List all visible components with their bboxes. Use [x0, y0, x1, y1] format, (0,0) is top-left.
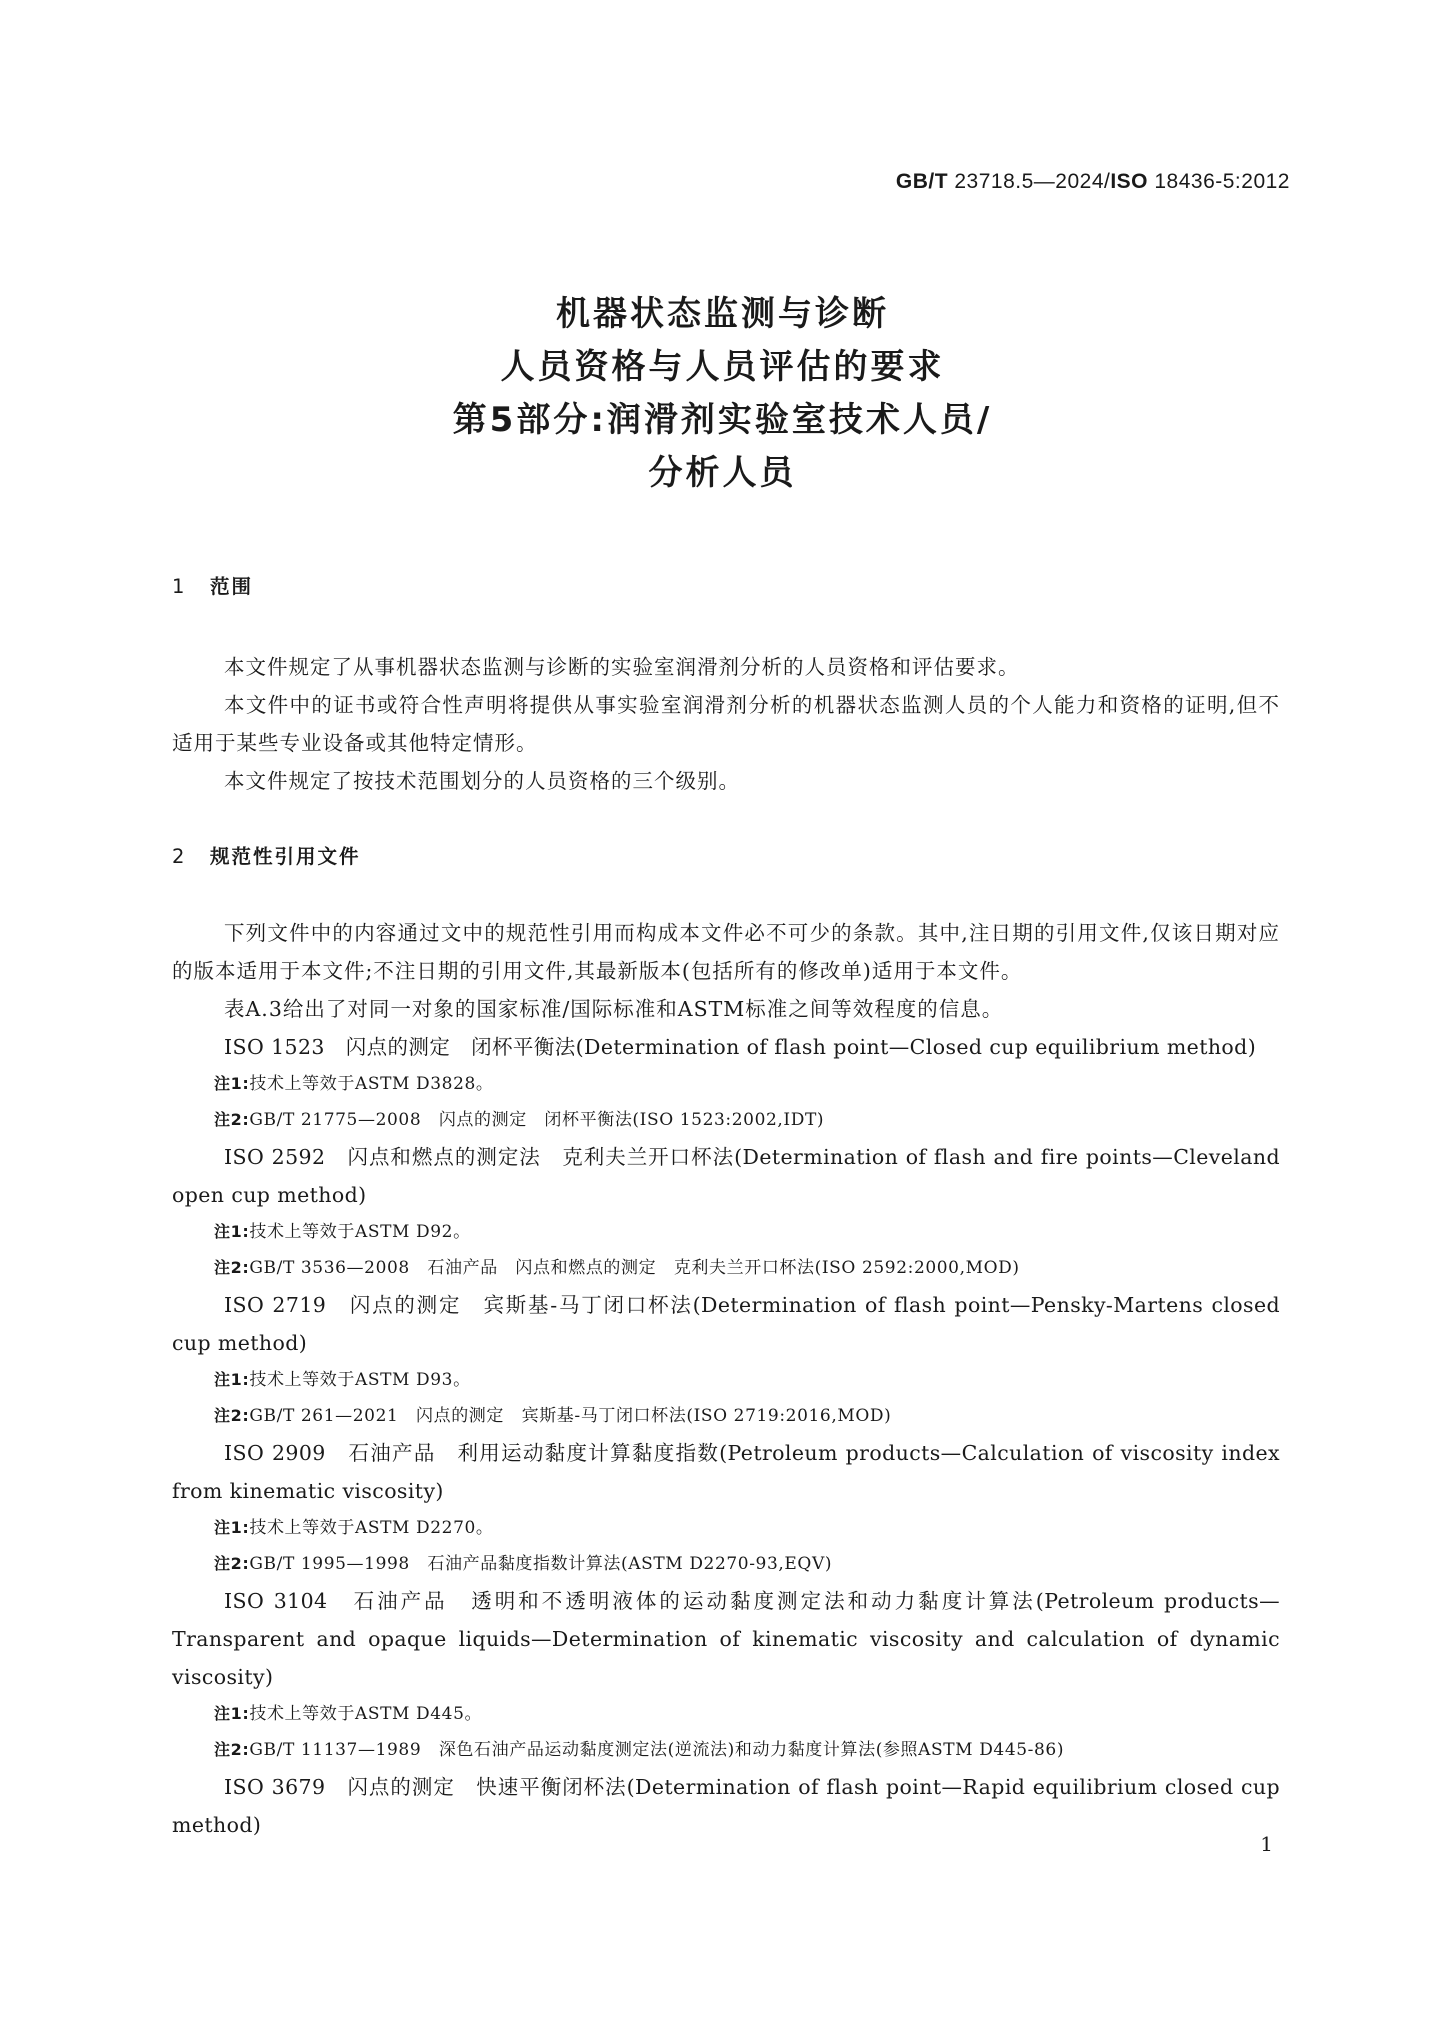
reference-note: 注2:GB/T 261—2021 闪点的测定 宾斯基-马丁闭口杯法(ISO 2719:2016,MOD) — [214, 1406, 892, 1426]
standard-code: GB/T 23718.5—2024/ISO 18436-5:2012 — [895, 170, 1290, 193]
reference-entry: ISO 3104 石油产品 透明和不透明液体的运动黏度测定法和动力黏度计算法(Petroleum products—Transparent and opaque liquids—Determination of kinematic viscosity and calculation of dynamic viscosity) — [172, 1589, 1280, 1689]
reference-note: 注2:GB/T 3536—2008 石油产品 闪点和燃点的测定 克利夫兰开口杯法(ISO 2592:2000,MOD) — [214, 1258, 1020, 1278]
title-line-1: 机器状态监测与诊断 — [556, 294, 889, 334]
page-number: 1 — [1260, 1832, 1273, 1856]
reference-entry: ISO 2592 闪点和燃点的测定法 克利夫兰开口杯法(Determination of flash and fire points—Cleveland open cup method) — [172, 1145, 1280, 1207]
title-line-2: 人员资格与人员评估的要求 — [500, 347, 945, 387]
title-line-3: 第5部分:润滑剂实验室技术人员/ — [452, 400, 993, 440]
reference-note: 注2:GB/T 11137—1989 深色石油产品运动黏度测定法(逆流法)和动力黏度计算法(参照ASTM D445-86) — [214, 1740, 1065, 1760]
scope-paragraph: 本文件中的证书或符合性声明将提供从事实验室润滑剂分析的机器状态监测人员的个人能力和资格的证明,但不适用于某些专业设备或其他特定情形。 — [172, 693, 1280, 755]
normative-paragraph: 下列文件中的内容通过文中的规范性引用而构成本文件必不可少的条款。其中,注日期的引用文件,仅该日期对应的版本适用于本文件;不注日期的引用文件,其最新版本(包括所有的修改单)适用于本文件。 — [172, 921, 1280, 983]
reference-note: 注1:技术上等效于ASTM D92。 — [214, 1222, 471, 1242]
reference-note: 注1:技术上等效于ASTM D2270。 — [214, 1518, 494, 1538]
scope-paragraph: 本文件规定了按技术范围划分的人员资格的三个级别。 — [224, 769, 740, 793]
section-heading-normative-references: 2 规范性引用文件 — [172, 845, 361, 868]
reference-entry: ISO 2909 石油产品 利用运动黏度计算黏度指数(Petroleum products—Calculation of viscosity index from kinematic viscosity) — [172, 1441, 1280, 1503]
scope-paragraph: 本文件规定了从事机器状态监测与诊断的实验室润滑剂分析的人员资格和评估要求。 — [224, 655, 1020, 679]
title-line-4: 分析人员 — [648, 453, 797, 493]
reference-entry: ISO 3679 闪点的测定 快速平衡闭杯法(Determination of flash point—Rapid equilibrium closed cup method) — [172, 1775, 1280, 1837]
reference-note: 注2:GB/T 1995—1998 石油产品黏度指数计算法(ASTM D2270-93,EQV) — [214, 1554, 833, 1574]
reference-note: 注1:技术上等效于ASTM D93。 — [214, 1370, 471, 1390]
normative-paragraph: 表A.3给出了对同一对象的国家标准/国际标准和ASTM标准之间等效程度的信息。 — [224, 997, 1004, 1021]
reference-entry: ISO 2719 闪点的测定 宾斯基-马丁闭口杯法(Determination of flash point—Pensky-Martens closed cup method) — [172, 1293, 1280, 1355]
reference-note: 注2:GB/T 21775—2008 闪点的测定 闭杯平衡法(ISO 1523:2002,IDT) — [214, 1110, 825, 1130]
section-heading-scope: 1 范围 — [172, 575, 254, 598]
reference-note: 注1:技术上等效于ASTM D3828。 — [214, 1074, 494, 1094]
reference-note: 注1:技术上等效于ASTM D445。 — [214, 1704, 483, 1724]
document-body — [172, 570, 1280, 1844]
reference-entry: ISO 1523 闪点的测定 闭杯平衡法(Determination of flash point—Closed cup equilibrium method) — [224, 1035, 1257, 1059]
document-title — [0, 288, 1445, 500]
